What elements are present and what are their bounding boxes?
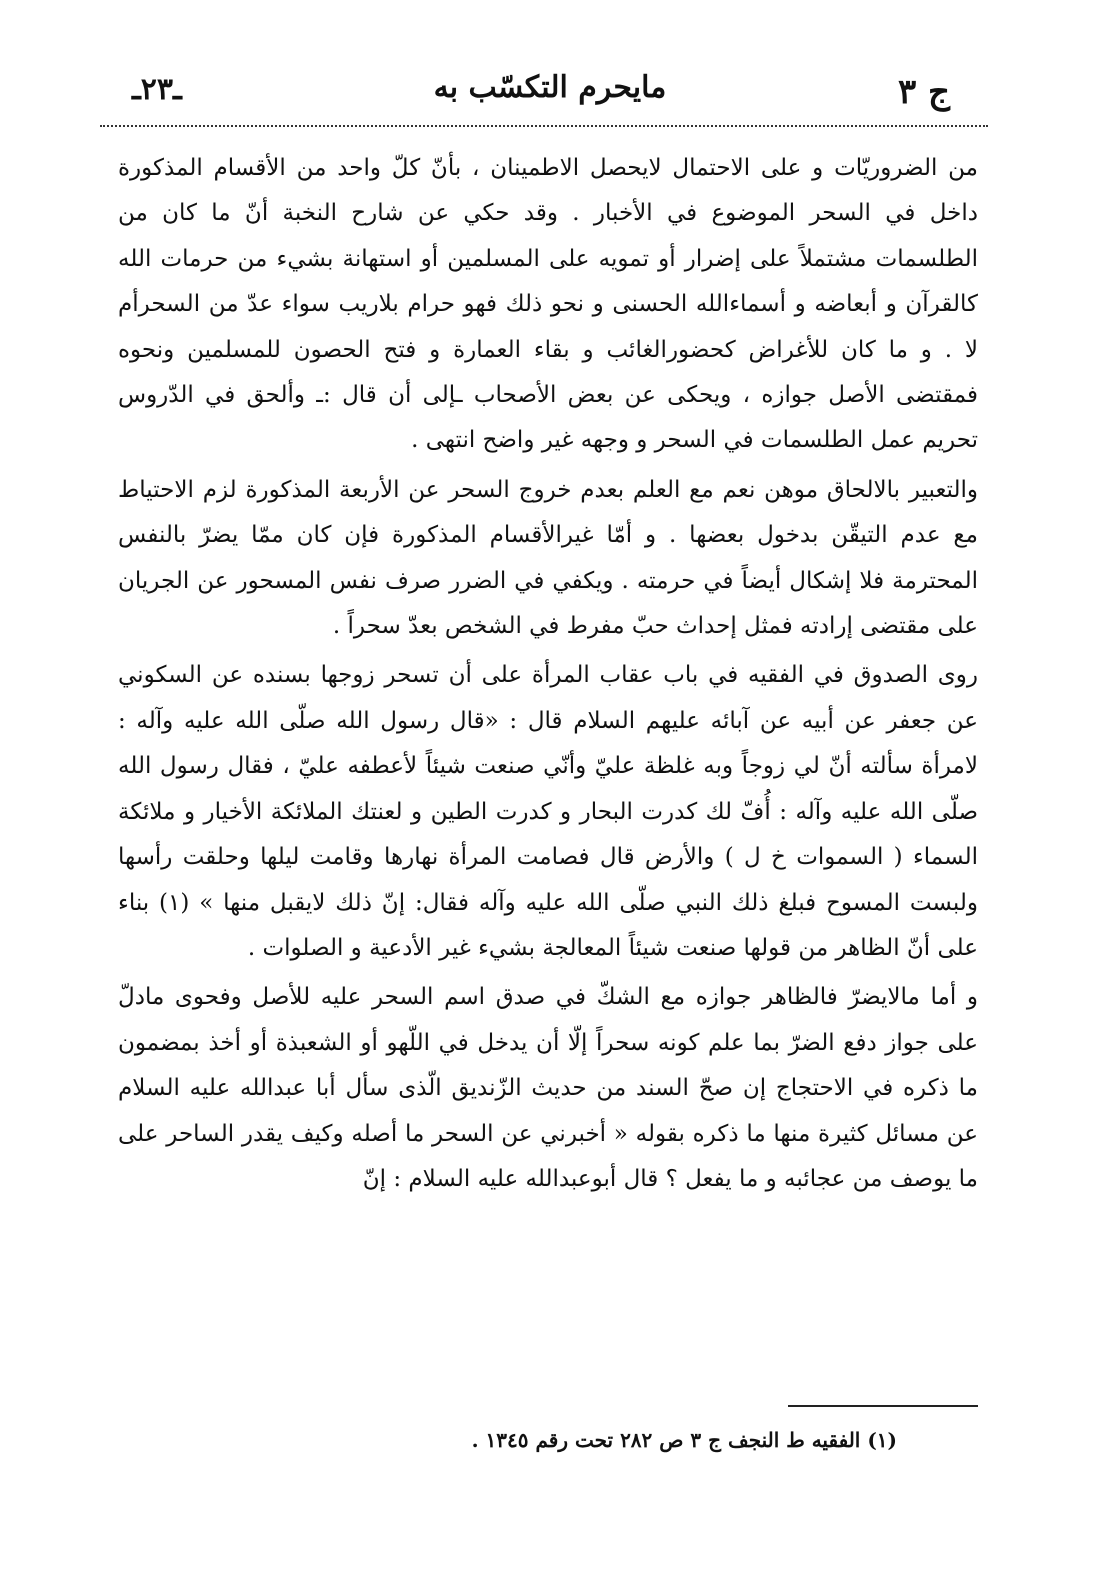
page-header xyxy=(110,62,990,112)
paragraph: و أما مالايضرّ فالظاهر جوازه مع الشكّ في صدق اسم السحر عليه للأصل وفحوى مادلّ على جواز دفع الضرّ بما علم كونه سحراً إلّا أن يدخل في اللّهو أو الشعبذة أو أخذ بمضمون ما ذكره في الاحتجاج إن صحّ السند من حديث الزّنديق الّذى سأل أبا عبدالله عليه السلام عن مسائل كثيرة منها ما ذكره بقوله « أخبرني عن السحر ما أصله وكيف يقدر الساحر على ما يوصف من عجائبه و ما يفعل ؟ قال أبوعبدالله عليه السلام : إنّ xyxy=(118,984,978,1192)
main-text xyxy=(118,146,978,1202)
page-number: ـ٢٣ـ xyxy=(132,72,182,107)
footnote: (١) الفقيه ط النجف ج ٣ ص ٢٨٢ تحت رقم ١٣٤٥ . xyxy=(471,1428,897,1452)
paragraph: من الضروريّات و على الاحتمال لايحصل الاطمينان ، بأنّ كلّ واحد من الأقسام المذكورة داخل في السحر الموضوع في الأخبار . وقد حكي عن شارح النخبة أنّ ما كان من الطلسمات مشتملاً على إضرار أو تمويه على المسلمين أو استهانة بشيء من حرمات الله كالقرآن و أبعاضه و أسماءالله الحسنى و نحو ذلك فهو حرام بلاريب سواء عدّ من السحرأم لا . و ما كان للأغراض كحضورالغائب و بقاء العمارة و فتح الحصون للمسلمين ونحوه فمقتضى الأصل جوازه ، ويحكى عن بعض الأصحاب ـإلى أن قال :ـ وألحق في الدّروس تحريم عمل الطلسمات في السحر و وجهه غير واضح انتهى . xyxy=(118,155,978,454)
volume-label: ج ٣ xyxy=(897,72,950,112)
running-title: مايحرم التكسّب به xyxy=(433,70,667,105)
paragraph: والتعبير بالالحاق موهن نعم مع العلم بعدم خروج السحر عن الأربعة المذكورة لزم الاحتياط مع عدم التيقّن بدخول بعضها . و أمّا غيرالأقسام المذكورة فإن كان ممّا يضرّ بالنفس المحترمة فلا إشكال أيضاً في حرمته . ويكفي في الضرر صرف نفس المسحور عن الجريان على مقتضى إرادته فمثل إحداث حبّ مفرط في الشخص بعدّ سحراً . xyxy=(118,476,978,640)
paragraph: روى الصدوق في الفقيه في باب عقاب المرأة على أن تسحر زوجها بسنده عن السكوني عن جعفر عن أبيه عن آبائه عليهم السلام قال : «قال رسول الله صلّى الله عليه وآله : لامرأة سألته أنّ لي زوجاً وبه غلظة عليّ وأنّي صنعت شيئاً لأعطفه عليّ ، فقال رسول الله صلّى الله عليه وآله : أُفّ لك كدرت البحار و كدرت الطين و لعنتك الملائكة الأخيار و ملائكة السماء ( السموات خ ل ) والأرض قال فصامت المرأة نهارها وقامت ليلها وحلقت رأسها ولبست المسوح فبلغ ذلك النبي صلّى الله عليه وآله فقال: إنّ ذلك لايقبل منها » (١) بناء على أنّ الظاهر من قولها صنعت شيئاً المعالجة بشيء غير الأدعية و الصلوات . xyxy=(118,662,978,961)
footnote-divider xyxy=(788,1405,978,1407)
header-divider xyxy=(100,125,988,127)
